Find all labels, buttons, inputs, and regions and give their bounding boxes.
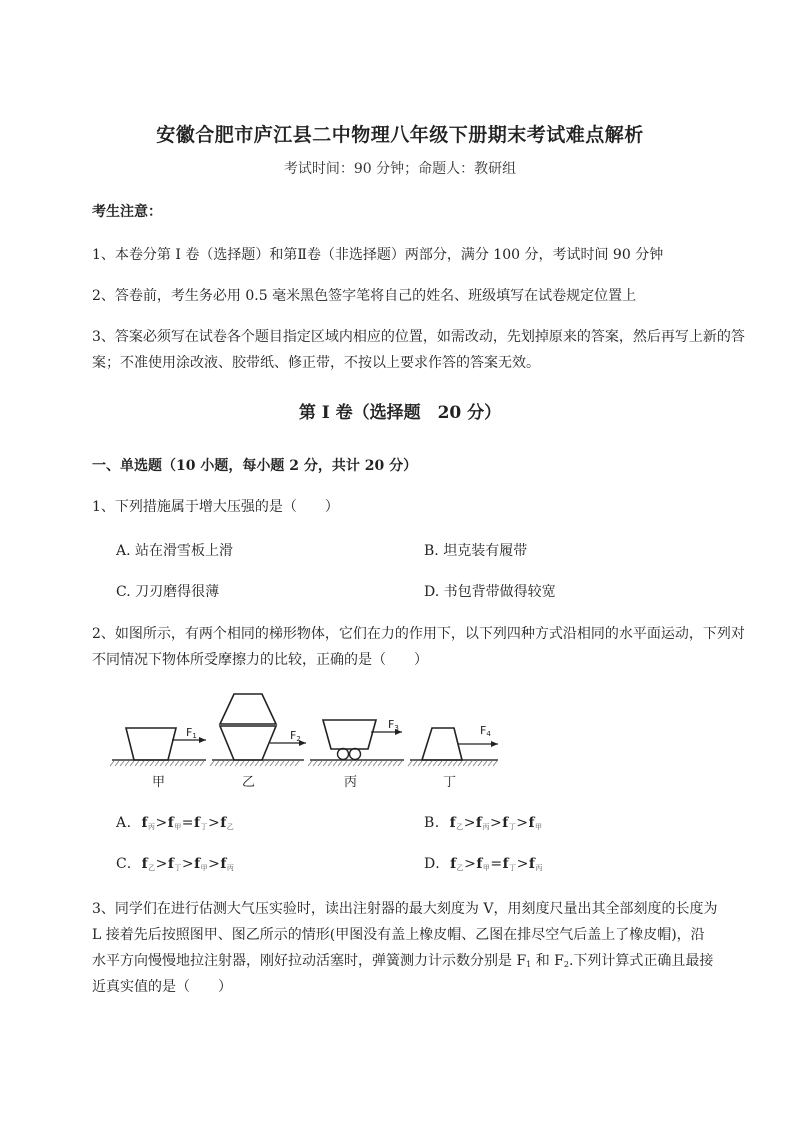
ground-hatch: [333, 761, 337, 766]
ground-hatch: [313, 761, 317, 766]
q2-figure: [108, 686, 508, 796]
q2-stem: 2、如图所示，有两个相同的梯形物体，它们在力的作用下，以下列四种方式沿相同的水平面运动，下列对不同情况下物体所受摩擦力的比较，正确的是（ ）: [92, 626, 745, 668]
ground-hatch: [165, 761, 169, 766]
ground-hatch: [125, 761, 129, 766]
ground-hatch: [408, 761, 412, 766]
ground-hatch: [220, 761, 224, 766]
caption-yi: 乙: [242, 775, 256, 790]
label-f3: F3: [388, 718, 399, 732]
label-f2: F2: [290, 729, 301, 743]
ground-hatch: [363, 761, 367, 766]
q2-option-d[interactable]: D. $f_乙>f_甲=f_丁>f_丙$: [424, 856, 543, 872]
ground-hatch: [393, 761, 397, 766]
page-title: 安徽合肥市庐江县二中物理八年级下册期末考试难点解析: [156, 124, 644, 146]
block-ding: [422, 728, 462, 760]
ground-hatch: [170, 761, 174, 766]
block-yi-top: [220, 694, 276, 724]
label-f1: F1: [186, 726, 197, 740]
notice-item-2: 2、答卷前，考生务必用 0.5 毫米黑色签字笔将自己的姓名、班级填写在试卷规定位置上: [92, 288, 637, 304]
ground-hatch: [418, 761, 422, 766]
q1-stem: 1、下列措施属于增大压强的是（ ）: [92, 499, 339, 515]
ground-hatch: [260, 761, 264, 766]
ground-hatch: [195, 761, 199, 766]
ground-hatch: [285, 761, 289, 766]
ground-hatch: [250, 761, 254, 766]
ground-hatch: [130, 761, 134, 766]
ground-hatch: [488, 761, 492, 766]
ground-hatch: [115, 761, 119, 766]
ground-hatch: [483, 761, 487, 766]
ground-hatch: [160, 761, 164, 766]
ground-hatch: [463, 761, 467, 766]
ground-hatch: [185, 761, 189, 766]
ground-hatch: [155, 761, 159, 766]
ground-hatch: [378, 761, 382, 766]
ground-hatch: [235, 761, 239, 766]
ground-hatch: [120, 761, 124, 766]
ground-hatch: [343, 761, 347, 766]
ground-hatch: [448, 761, 452, 766]
q1-option-d[interactable]: D. 书包背带做得较宽: [424, 584, 556, 600]
ground-hatch: [255, 761, 259, 766]
q3-line-4: 近真实值的是（ ）: [92, 979, 232, 995]
part-heading: 一、单选题（10 小题，每小题 2 分，共计 20 分）: [92, 458, 418, 474]
ground-hatch: [453, 761, 457, 766]
ground-hatch: [135, 761, 139, 766]
ground-hatch: [290, 761, 294, 766]
caption-ding: 丁: [443, 775, 457, 790]
ground-hatch: [210, 761, 214, 766]
ground-hatch: [270, 761, 274, 766]
ground-hatch: [240, 761, 244, 766]
q3-line-3: 水平方向慢慢地拉注射器，刚好拉动活塞时，弹簧测力计示数分别是 $F_1$ 和 $F_2$.下列计算式正确且最接: [92, 953, 714, 969]
ground-hatch: [275, 761, 279, 766]
ground-hatch: [280, 761, 284, 766]
q2-option-a[interactable]: A. $f_丙>f_甲=f_丁>f_乙$: [116, 815, 235, 831]
ground-hatch: [428, 761, 432, 766]
ground-hatch: [443, 761, 447, 766]
ground-hatch: [308, 761, 312, 766]
q1-option-c[interactable]: C. 刀刃磨得很薄: [116, 584, 220, 600]
ground-hatch: [348, 761, 352, 766]
ground-hatch: [150, 761, 154, 766]
ground-hatch: [388, 761, 392, 766]
ground-hatch: [175, 761, 179, 766]
notice-item-1: 1、本卷分第 I 卷（选择题）和第Ⅱ卷（非选择题）两部分，满分 100 分，考试时间 90 分钟: [92, 247, 664, 263]
ground-hatch: [358, 761, 362, 766]
ground-hatch: [398, 761, 402, 766]
ground-hatch: [353, 761, 357, 766]
ground-hatch: [438, 761, 442, 766]
ground-hatch: [478, 761, 482, 766]
ground-hatch: [180, 761, 184, 766]
notice-item-3: 3、答案必须写在试卷各个题目指定区域内相应的位置，如需改动，先划掉原来的答案，然后再写上新的答案；不准使用涂改液、胶带纸、修正带，不按以上要求作答的答案无效。: [92, 329, 745, 371]
label-f4: F4: [480, 724, 491, 738]
ground-hatch: [338, 761, 342, 766]
ground-hatch: [458, 761, 462, 766]
ground-hatch: [328, 761, 332, 766]
block-yi-bottom: [220, 726, 276, 760]
ground-hatch: [318, 761, 322, 766]
ground-hatch: [145, 761, 149, 766]
ground-hatch: [215, 761, 219, 766]
ground-hatch: [323, 761, 327, 766]
q1-option-a[interactable]: A. 站在滑雪板上滑: [116, 543, 234, 559]
ground-hatch: [373, 761, 377, 766]
ground-hatch: [245, 761, 249, 766]
q2-option-c[interactable]: C. $f_乙>f_丁>f_甲>f_丙$: [116, 856, 235, 872]
ground-hatch: [200, 761, 204, 766]
ground-hatch: [383, 761, 387, 766]
ground-hatch: [473, 761, 477, 766]
ground-hatch: [190, 761, 194, 766]
ground-hatch: [265, 761, 269, 766]
ground-hatch: [140, 761, 144, 766]
exam-info: 考试时间：90 分钟；命题人：教研组: [283, 161, 517, 177]
ground-hatch: [230, 761, 234, 766]
roller-left: [338, 749, 349, 760]
q1-option-b[interactable]: B. 坦克装有履带: [424, 543, 528, 559]
block-bing: [323, 720, 376, 749]
ground-hatch: [110, 761, 114, 766]
ground-hatch: [413, 761, 417, 766]
ground-hatch: [225, 761, 229, 766]
caption-bing: 丙: [344, 775, 358, 790]
ground-hatch: [468, 761, 472, 766]
ground-hatch: [433, 761, 437, 766]
block-jia: [126, 728, 176, 760]
q3-line-2: L 接着先后按照图甲、图乙所示的情形(甲图没有盖上橡皮帽、乙图在排尽空气后盖上了橡皮帽)，沿: [92, 927, 705, 943]
ground-hatch: [493, 761, 497, 766]
ground-hatch: [295, 761, 299, 766]
caption-jia: 甲: [152, 775, 166, 790]
notice-heading: 考生注意：: [92, 204, 162, 220]
roller-right: [350, 749, 361, 760]
ground-hatch: [423, 761, 427, 766]
ground-hatch: [368, 761, 372, 766]
section-title: 第 I 卷（选择题 20 分）: [298, 403, 502, 423]
q3-line-1: 3、同学们在进行估测大气压实验时，读出注射器的最大刻度为 V，用刻度尺量出其全部刻度的长度为: [92, 901, 718, 917]
q2-option-b[interactable]: B. $f_乙>f_丙>f_丁>f_甲$: [424, 815, 543, 831]
